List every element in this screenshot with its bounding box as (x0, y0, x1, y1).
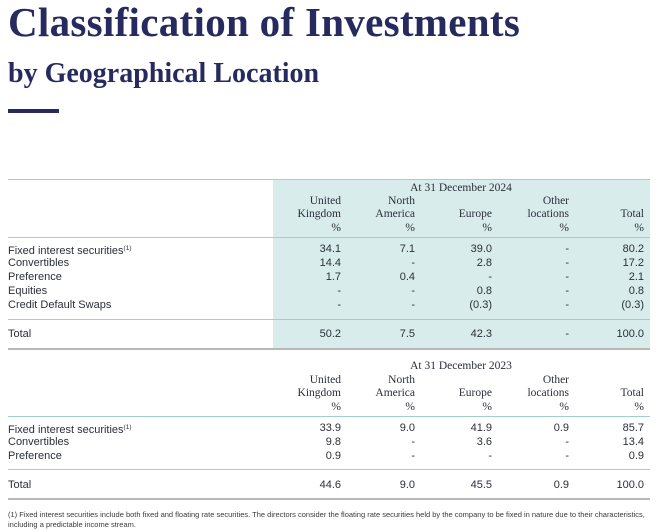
total-label: Total (8, 479, 32, 491)
cell-united-kingdom: 33.9 (319, 422, 341, 434)
column-header-line: locations (527, 208, 569, 220)
cell-united-kingdom: 0.9 (325, 450, 341, 462)
column-header-line: % (331, 400, 341, 413)
total-north-america: 9.0 (399, 479, 415, 491)
column-header-line: % (559, 400, 569, 413)
column-header-line: locations (527, 387, 569, 399)
table-rule (8, 416, 650, 417)
row-label-text: Convertibles (8, 257, 70, 269)
column-header-line: % (405, 400, 415, 413)
column-header-line: Total (620, 387, 644, 399)
row-label-text: Fixed interest securities (8, 424, 124, 436)
cell-north-america: - (411, 436, 415, 448)
section-bottom-rule (8, 498, 650, 500)
cell-europe: - (488, 450, 492, 462)
cell-europe: 0.8 (476, 285, 492, 297)
cell-total: 0.8 (628, 285, 644, 297)
total-row (0, 478, 666, 492)
cell-united-kingdom: - (337, 299, 341, 311)
cell-other-locations: 0.9 (553, 422, 569, 434)
column-header-line: America (375, 208, 415, 220)
footnote: (1) Fixed interest securities include both fixed and floating rate securities. The directors consider the floating rate securities held by the company to be fixed in nature due to their characteristics, including a predictable income stream. (8, 510, 645, 529)
cell-north-america: 9.0 (399, 422, 415, 434)
column-header-line: North (388, 373, 415, 386)
table-row (0, 298, 666, 312)
total-united-kingdom: 50.2 (319, 328, 341, 340)
cell-europe: 2.8 (476, 257, 492, 269)
cell-other-locations: - (565, 257, 569, 269)
cell-europe: - (488, 271, 492, 283)
row-label-text: Preference (8, 450, 62, 462)
column-header-line: United (309, 373, 341, 386)
row-label (8, 284, 47, 298)
total-total: 100.0 (616, 479, 644, 491)
total-europe: 45.5 (470, 479, 492, 491)
total-united-kingdom: 44.6 (319, 479, 341, 491)
cell-europe: 41.9 (470, 422, 492, 434)
row-label (8, 435, 69, 449)
column-header-line: Europe (458, 208, 492, 220)
cell-europe: (0.3) (469, 299, 492, 311)
table-row (0, 256, 666, 270)
column-header-other-locations (527, 195, 569, 236)
column-header-europe (459, 208, 492, 235)
cell-other-locations: - (565, 271, 569, 283)
row-label-text: Preference (8, 271, 62, 283)
column-header-line: Other (542, 373, 569, 386)
column-header-other-locations (527, 374, 569, 415)
cell-total: 13.4 (622, 436, 644, 448)
column-header-line: United (309, 194, 341, 207)
column-header-line: Total (620, 208, 644, 220)
table-rule (8, 237, 650, 238)
cell-other-locations: - (565, 243, 569, 255)
row-label (8, 449, 62, 463)
cell-united-kingdom: 14.4 (319, 257, 341, 269)
cell-north-america: - (411, 285, 415, 297)
cell-other-locations: - (565, 436, 569, 448)
column-header-line: % (405, 221, 415, 234)
table-row (0, 435, 666, 449)
table-row (0, 449, 666, 463)
column-header-europe (459, 387, 492, 414)
row-label-text: Credit Default Swaps (8, 299, 112, 311)
column-header-line: America (375, 387, 415, 399)
total-label: Total (8, 328, 32, 340)
row-label (8, 298, 111, 312)
column-header-line: Europe (458, 387, 492, 399)
column-header-line: North (388, 194, 415, 207)
page-title: Classification of Investments (8, 0, 521, 45)
period-heading: At 31 December 2023 (410, 360, 512, 372)
total-other-locations: - (565, 328, 569, 340)
column-header-line: % (482, 221, 492, 234)
column-header-line: Other (542, 194, 569, 207)
cell-united-kingdom: - (337, 285, 341, 297)
total-rule (8, 469, 650, 470)
total-row (0, 327, 666, 341)
cell-other-locations: - (565, 450, 569, 462)
period-heading: At 31 December 2024 (410, 182, 512, 194)
column-header-total (621, 208, 644, 235)
column-header-line: % (559, 221, 569, 234)
title-underline (8, 109, 59, 113)
cell-europe: 39.0 (470, 243, 492, 255)
cell-north-america: - (411, 299, 415, 311)
column-header-united-kingdom (298, 374, 341, 415)
column-header-north-america (375, 195, 415, 236)
cell-other-locations: - (565, 299, 569, 311)
cell-united-kingdom: 9.8 (325, 436, 341, 448)
cell-north-america: - (411, 257, 415, 269)
column-header-total (621, 387, 644, 414)
total-europe: 42.3 (470, 328, 492, 340)
column-header-line: Kingdom (297, 387, 341, 399)
column-header-line: % (634, 221, 644, 234)
cell-north-america: - (411, 450, 415, 462)
table-row (0, 421, 666, 435)
cell-europe: 3.6 (476, 436, 492, 448)
row-label (8, 270, 62, 284)
section-bottom-rule (8, 348, 650, 350)
row-label (8, 256, 69, 270)
cell-total: 17.2 (622, 257, 644, 269)
cell-north-america: 7.1 (399, 243, 415, 255)
row-label-text: Fixed interest securities (8, 245, 124, 257)
cell-united-kingdom: 1.7 (325, 271, 341, 283)
column-header-united-kingdom (298, 195, 341, 236)
total-other-locations: 0.9 (553, 479, 569, 491)
total-total: 100.0 (616, 328, 644, 340)
table-row (0, 284, 666, 298)
cell-other-locations: - (565, 285, 569, 297)
table-row (0, 270, 666, 284)
cell-total: 80.2 (622, 243, 644, 255)
cell-total: 0.9 (628, 450, 644, 462)
column-header-north-america (375, 374, 415, 415)
footnote-marker: (1) (123, 424, 132, 431)
row-label-text: Convertibles (8, 436, 70, 448)
total-rule (8, 319, 650, 320)
column-header-line: Kingdom (297, 208, 341, 220)
column-header-line: % (482, 400, 492, 413)
page-subtitle: by Geographical Location (8, 58, 320, 89)
table-top-rule (8, 179, 650, 180)
row-label-text: Equities (8, 285, 48, 297)
cell-north-america: 0.4 (399, 271, 415, 283)
cell-united-kingdom: 34.1 (319, 243, 341, 255)
cell-total: 2.1 (628, 271, 644, 283)
cell-total: 85.7 (622, 422, 644, 434)
cell-total: (0.3) (621, 299, 644, 311)
column-header-line: % (331, 221, 341, 234)
table-row (0, 242, 666, 256)
column-header-line: % (634, 400, 644, 413)
total-north-america: 7.5 (399, 328, 415, 340)
footnote-marker: (1) (123, 245, 132, 252)
